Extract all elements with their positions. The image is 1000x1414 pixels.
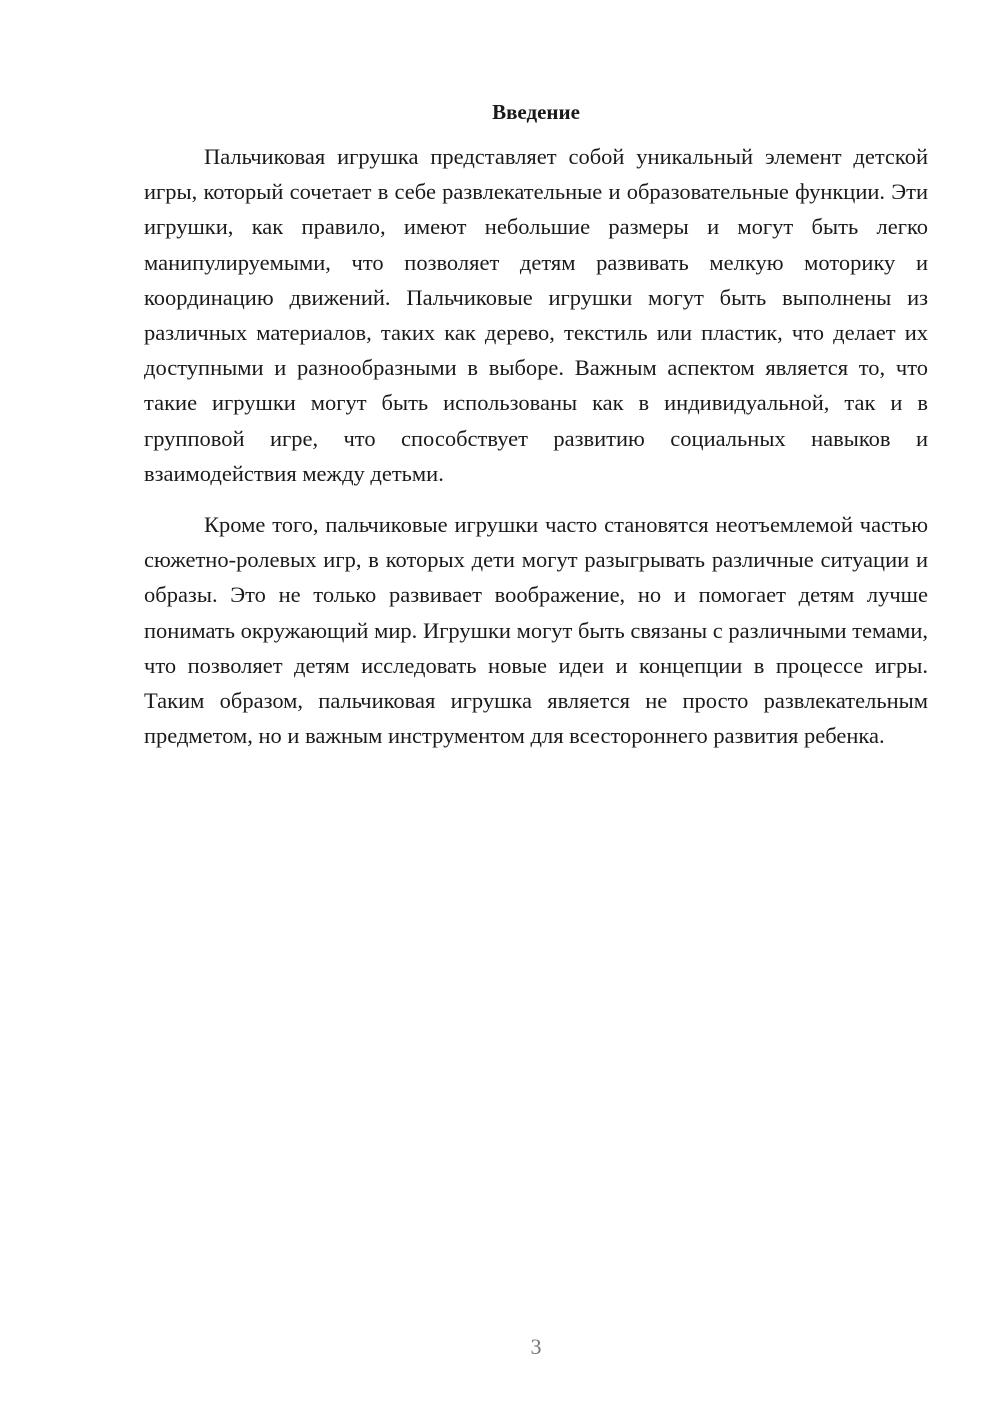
paragraph-2: Кроме того, пальчиковые игрушки часто становятся неотъемлемой частью сюжетно-ролевых игр, в которых дети могут разыгрывать различные ситуации и образы. Это не только развивает воображение, но и помогает детям лучше понимать окружающий мир. Игрушки могут быть связаны с различными темами, что позволяет детям исследовать новые идеи и концепции в процессе игры. Таким образом, пальчиковая игрушка является не просто развлекательным предметом, но и важным инструментом для всестороннего развития ребенка. — [144, 512, 928, 749]
page-content — [144, 97, 928, 753]
section-title: Введение — [492, 100, 580, 124]
paragraph-1: Пальчиковая игрушка представляет собой уникальный элемент детской игры, который сочетает в себе развлекательные и образовательные функции. Эти игрушки, как правило, имеют небольшие размеры и могут быть легко манипулируемыми, что позволяет детям развивать мелкую моторику и координацию движений. Пальчиковые игрушки могут быть выполнены из различных материалов, таких как дерево, текстиль или пластик, что делает их доступными и разнообразными в выборе. Важным аспектом является то, что такие игрушки могут быть использованы как в индивидуальной, так и в групповой игре, что способствует развитию социальных навыков и взаимодействия между детьми. — [144, 144, 928, 486]
page-number: 3 — [530, 1334, 542, 1359]
